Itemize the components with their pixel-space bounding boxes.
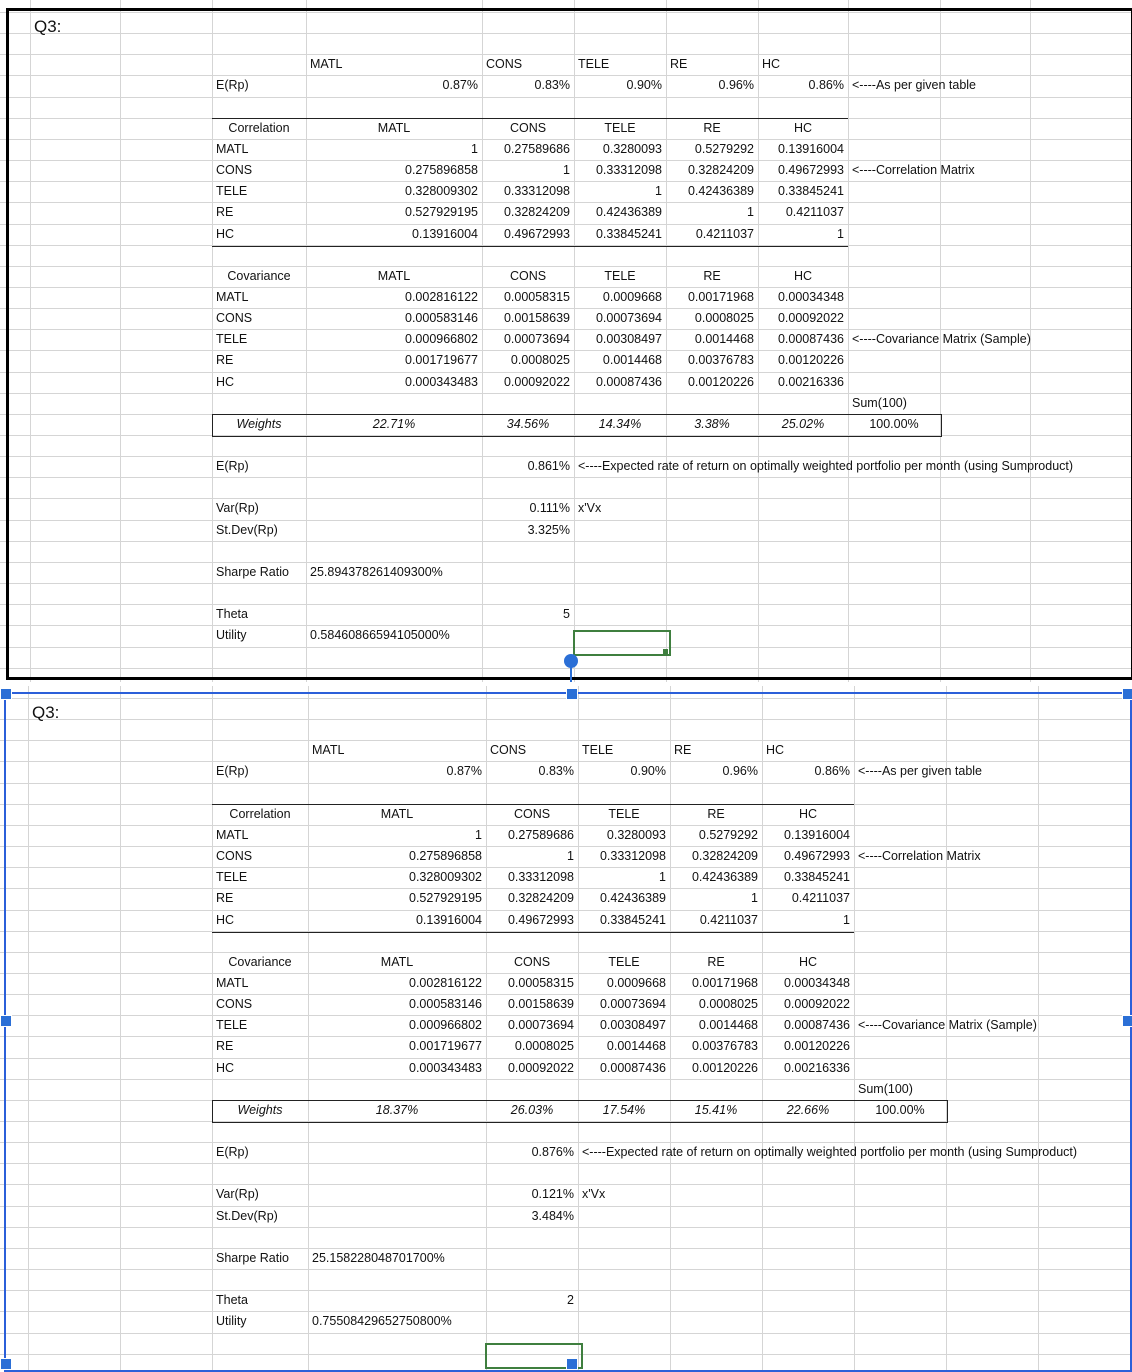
matrix-col-header[interactable]: CONS: [513, 807, 551, 821]
correlation-cell[interactable]: 0.33312098: [503, 184, 570, 198]
matrix-col-header[interactable]: HC: [793, 121, 813, 135]
note-cell[interactable]: <----Covariance Matrix (Sample): [852, 332, 1031, 346]
gridline-horizontal: [0, 1121, 1132, 1122]
covariance-cell[interactable]: 0.00092022: [777, 311, 844, 325]
covariance-cell[interactable]: 0.00376783: [687, 353, 754, 367]
weight-cell[interactable]: 17.54%: [602, 1103, 646, 1117]
portfolio-return-cell[interactable]: 0.861%: [527, 459, 570, 473]
matrix-row-label[interactable]: MATL: [216, 142, 249, 156]
correlation-cell[interactable]: 0.42436389: [691, 870, 758, 884]
covariance-cell[interactable]: 0.00216336: [783, 1061, 850, 1075]
spreadsheet-panel-bottom[interactable]: [0, 686, 1132, 1372]
matrix-col-header[interactable]: RE: [703, 269, 721, 283]
correlation-cell[interactable]: 1: [659, 870, 666, 884]
correlation-cell[interactable]: 0.328009302: [405, 184, 478, 198]
row-label[interactable]: St.Dev(Rp): [216, 523, 278, 537]
correlation-cell[interactable]: 1: [567, 849, 574, 863]
correlation-cell[interactable]: 0.4211037: [791, 891, 850, 905]
matrix-title[interactable]: Covariance: [228, 955, 292, 969]
correlation-cell[interactable]: 0.3280093: [606, 828, 666, 842]
resize-handle-right[interactable]: [1122, 1015, 1132, 1027]
correlation-cell[interactable]: 0.32824209: [507, 891, 574, 905]
asset-header-cell[interactable]: CONS: [490, 743, 527, 757]
correlation-cell[interactable]: 0.49672993: [503, 227, 570, 241]
covariance-cell[interactable]: 0.00158639: [507, 997, 574, 1011]
covariance-cell[interactable]: 0.0014468: [606, 1039, 666, 1053]
row-label[interactable]: Var(Rp): [216, 501, 259, 515]
resize-handle-top-right[interactable]: [1122, 688, 1132, 700]
gridline-vertical: [30, 0, 31, 682]
covariance-cell[interactable]: 0.000343483: [409, 1061, 482, 1075]
gridline-vertical: [758, 0, 759, 682]
weight-cell[interactable]: 15.41%: [694, 1103, 738, 1117]
correlation-cell[interactable]: 0.27589686: [503, 142, 570, 156]
asset-header-cell[interactable]: MATL: [312, 743, 345, 757]
gridline-horizontal: [0, 719, 1132, 720]
covariance-cell[interactable]: 0.00308497: [595, 332, 662, 346]
row-label[interactable]: Sharpe Ratio: [216, 565, 289, 579]
covariance-cell[interactable]: 0.00073694: [503, 332, 570, 346]
matrix-col-header[interactable]: HC: [798, 955, 818, 969]
matrix-col-header[interactable]: HC: [793, 269, 813, 283]
correlation-cell[interactable]: 0.33312098: [595, 163, 662, 177]
gridline-horizontal: [0, 477, 1132, 478]
matrix-col-header[interactable]: HC: [798, 807, 818, 821]
correlation-cell[interactable]: 0.32824209: [503, 205, 570, 219]
matrix-col-header[interactable]: CONS: [509, 121, 547, 135]
gridline-horizontal: [0, 931, 1132, 932]
matrix-row-label[interactable]: HC: [216, 227, 235, 241]
resize-handle-left[interactable]: [0, 1015, 12, 1027]
stdev-cell[interactable]: 3.484%: [531, 1209, 574, 1223]
row-label[interactable]: Utility: [216, 1314, 247, 1328]
correlation-cell[interactable]: 0.13916004: [783, 828, 850, 842]
weights-sum-cell[interactable]: 100.00%: [869, 417, 919, 431]
covariance-cell[interactable]: 0.00158639: [503, 311, 570, 325]
asset-header-cell[interactable]: RE: [670, 57, 688, 71]
note-cell[interactable]: <----Correlation Matrix: [852, 163, 975, 177]
utility-cell[interactable]: 0.75508429652750800%: [312, 1314, 452, 1328]
spreadsheet-panel-top[interactable]: [0, 0, 1132, 682]
covariance-cell[interactable]: 0.000966802: [405, 332, 478, 346]
covariance-cell[interactable]: 0.001719677: [405, 353, 478, 367]
resize-handle-top[interactable]: [566, 688, 578, 700]
correlation-cell[interactable]: 0.13916004: [415, 913, 482, 927]
covariance-cell[interactable]: 0.0009668: [606, 976, 666, 990]
matrix-col-header[interactable]: TELE: [604, 121, 636, 135]
gridline-horizontal: [0, 668, 1132, 669]
covariance-cell[interactable]: 0.0008025: [698, 997, 758, 1011]
stdev-cell[interactable]: 3.325%: [527, 523, 570, 537]
gridline-vertical: [848, 0, 849, 682]
correlation-cell[interactable]: 0.33845241: [599, 913, 666, 927]
weight-cell[interactable]: 14.34%: [598, 417, 642, 431]
asset-header-cell[interactable]: TELE: [578, 57, 610, 71]
correlation-cell[interactable]: 0.42436389: [595, 205, 662, 219]
correlation-cell[interactable]: 0.42436389: [687, 184, 754, 198]
note-cell[interactable]: <----Correlation Matrix: [858, 849, 981, 863]
note-cell[interactable]: <----As per given table: [852, 78, 977, 92]
matrix-row-label[interactable]: HC: [216, 913, 235, 927]
correlation-cell[interactable]: 1: [837, 227, 844, 241]
covariance-cell[interactable]: 0.00058315: [503, 290, 570, 304]
question-label[interactable]: Q3:: [34, 17, 62, 36]
sharpe-cell[interactable]: 25.894378261409300%: [310, 565, 443, 579]
covariance-cell[interactable]: 0.00087436: [783, 1018, 850, 1032]
gridline-vertical: [574, 0, 575, 682]
variance-cell[interactable]: 0.121%: [531, 1187, 574, 1201]
correlation-cell[interactable]: 0.275896858: [405, 163, 478, 177]
sum-label[interactable]: Sum(100): [852, 396, 907, 410]
gridline-horizontal: [0, 1163, 1132, 1164]
correlation-cell[interactable]: 0.49672993: [507, 913, 574, 927]
covariance-cell[interactable]: 0.00034348: [783, 976, 850, 990]
row-label[interactable]: Weights: [237, 1103, 283, 1117]
covariance-cell[interactable]: 0.00216336: [777, 375, 844, 389]
correlation-cell[interactable]: 0.33845241: [783, 870, 850, 884]
covariance-cell[interactable]: 0.00087436: [599, 1061, 666, 1075]
matrix-title[interactable]: Correlation: [228, 121, 290, 135]
correlation-cell[interactable]: 0.33845241: [595, 227, 662, 241]
matrix-row-label[interactable]: HC: [216, 1061, 235, 1075]
correlation-cell[interactable]: 1: [655, 184, 662, 198]
variance-cell[interactable]: 0.111%: [529, 501, 570, 515]
covariance-cell[interactable]: 0.00058315: [507, 976, 574, 990]
expected-return-cell[interactable]: 0.96%: [718, 78, 754, 92]
correlation-cell[interactable]: 0.5279292: [698, 828, 758, 842]
covariance-cell[interactable]: 0.000966802: [409, 1018, 482, 1032]
correlation-cell[interactable]: 0.5279292: [694, 142, 754, 156]
matrix-title[interactable]: Correlation: [229, 807, 291, 821]
correlation-cell[interactable]: 0.527929195: [409, 891, 482, 905]
covariance-cell[interactable]: 0.00171968: [691, 976, 758, 990]
asset-header-cell[interactable]: RE: [674, 743, 692, 757]
gridline-horizontal: [0, 647, 1132, 648]
correlation-cell[interactable]: 0.328009302: [409, 870, 482, 884]
row-label[interactable]: E(Rp): [216, 78, 249, 92]
asset-header-cell[interactable]: MATL: [310, 57, 343, 71]
row-label[interactable]: Utility: [216, 628, 247, 642]
gridline-horizontal: [0, 245, 1132, 246]
matrix-row-label[interactable]: CONS: [216, 311, 253, 325]
correlation-cell[interactable]: 0.4211037: [699, 913, 758, 927]
covariance-cell[interactable]: 0.0008025: [694, 311, 754, 325]
row-label[interactable]: E(Rp): [216, 1145, 249, 1159]
correlation-cell[interactable]: 1: [747, 205, 754, 219]
asset-header-cell[interactable]: TELE: [582, 743, 614, 757]
covariance-cell[interactable]: 0.00092022: [783, 997, 850, 1011]
covariance-cell[interactable]: 0.000583146: [405, 311, 478, 325]
covariance-cell[interactable]: 0.00120226: [777, 353, 844, 367]
asset-header-cell[interactable]: CONS: [486, 57, 523, 71]
covariance-cell[interactable]: 0.00120226: [691, 1061, 758, 1075]
covariance-cell[interactable]: 0.0008025: [514, 1039, 574, 1053]
expected-return-cell[interactable]: 0.90%: [626, 78, 662, 92]
matrix-row-label[interactable]: HC: [216, 375, 235, 389]
covariance-cell[interactable]: 0.00171968: [687, 290, 754, 304]
matrix-row-label[interactable]: MATL: [216, 290, 249, 304]
gridline-horizontal: [0, 33, 1132, 34]
covariance-cell[interactable]: 0.0014468: [698, 1018, 758, 1032]
matrix-row-label[interactable]: RE: [216, 353, 234, 367]
matrix-col-header[interactable]: MATL: [380, 955, 414, 969]
gridline-vertical: [120, 0, 121, 682]
note-cell[interactable]: x'Vx: [582, 1187, 606, 1201]
matrix-col-header[interactable]: TELE: [604, 269, 636, 283]
covariance-cell[interactable]: 0.0009668: [602, 290, 662, 304]
covariance-cell[interactable]: 0.00087436: [595, 375, 662, 389]
note-cell[interactable]: <----Expected rate of return on optimally weighted portfolio per month (using Sumproduct): [582, 1145, 1078, 1159]
asset-header-cell[interactable]: HC: [766, 743, 785, 757]
row-label[interactable]: Sharpe Ratio: [216, 1251, 289, 1265]
sharpe-cell[interactable]: 25.158228048701700%: [312, 1251, 445, 1265]
row-label[interactable]: Theta: [216, 607, 248, 621]
row-label[interactable]: Weights: [236, 417, 282, 431]
gridline-horizontal: [0, 435, 1132, 436]
covariance-cell[interactable]: 0.002816122: [405, 290, 478, 304]
sum-label[interactable]: Sum(100): [858, 1082, 913, 1096]
correlation-cell[interactable]: 1: [471, 142, 478, 156]
matrix-title[interactable]: Covariance: [227, 269, 291, 283]
note-cell[interactable]: x'Vx: [578, 501, 602, 515]
weights-sum-cell[interactable]: 100.00%: [875, 1103, 925, 1117]
gridline-horizontal: [0, 97, 1132, 98]
gridline-vertical: [212, 0, 213, 682]
fill-handle[interactable]: [663, 649, 668, 654]
matrix-col-header[interactable]: CONS: [513, 955, 551, 969]
gridline-horizontal: [0, 583, 1132, 584]
matrix-col-header[interactable]: CONS: [509, 269, 547, 283]
matrix-col-header[interactable]: MATL: [377, 121, 411, 135]
utility-cell[interactable]: 0.58460866594105000%: [310, 628, 450, 642]
correlation-cell[interactable]: 0.275896858: [409, 849, 482, 863]
row-label[interactable]: Var(Rp): [216, 1187, 259, 1201]
covariance-cell[interactable]: 0.00120226: [783, 1039, 850, 1053]
expected-return-cell[interactable]: 0.83%: [538, 764, 574, 778]
correlation-cell[interactable]: 0.4211037: [785, 205, 844, 219]
gridline-horizontal: [0, 541, 1132, 542]
matrix-row-label[interactable]: RE: [216, 205, 234, 219]
row-label[interactable]: St.Dev(Rp): [216, 1209, 278, 1223]
correlation-cell[interactable]: 1: [751, 891, 758, 905]
correlation-cell[interactable]: 0.32824209: [687, 163, 754, 177]
active-cell-selection[interactable]: [573, 630, 671, 656]
matrix-row-label[interactable]: MATL: [216, 976, 249, 990]
expected-return-cell[interactable]: 0.87%: [446, 764, 482, 778]
gridline-horizontal: [0, 12, 1132, 13]
matrix-col-header[interactable]: TELE: [608, 955, 640, 969]
covariance-cell[interactable]: 0.00376783: [691, 1039, 758, 1053]
gridline-horizontal: [0, 1227, 1132, 1228]
covariance-cell[interactable]: 0.00073694: [507, 1018, 574, 1032]
weight-cell[interactable]: 22.71%: [372, 417, 416, 431]
matrix-row-label[interactable]: RE: [216, 891, 234, 905]
weight-cell[interactable]: 25.02%: [781, 417, 825, 431]
connector-line[interactable]: [570, 666, 572, 682]
resize-handle-bottom[interactable]: [566, 1358, 578, 1370]
correlation-cell[interactable]: 0.33312098: [507, 870, 574, 884]
theta-cell[interactable]: 5: [563, 607, 570, 621]
matrix-row-label[interactable]: TELE: [216, 184, 248, 198]
covariance-cell[interactable]: 0.00087436: [777, 332, 844, 346]
note-cell[interactable]: <----Covariance Matrix (Sample): [858, 1018, 1037, 1032]
weight-cell[interactable]: 34.56%: [506, 417, 550, 431]
covariance-cell[interactable]: 0.0014468: [602, 353, 662, 367]
correlation-cell[interactable]: 1: [843, 913, 850, 927]
covariance-cell[interactable]: 0.001719677: [409, 1039, 482, 1053]
row-label[interactable]: E(Rp): [216, 764, 249, 778]
theta-cell[interactable]: 2: [567, 1293, 574, 1307]
matrix-row-label[interactable]: CONS: [216, 163, 253, 177]
correlation-cell[interactable]: 0.33845241: [777, 184, 844, 198]
covariance-cell[interactable]: 0.00073694: [595, 311, 662, 325]
gridline-horizontal: [0, 783, 1132, 784]
covariance-cell[interactable]: 0.00120226: [687, 375, 754, 389]
expected-return-cell[interactable]: 0.83%: [534, 78, 570, 92]
covariance-cell[interactable]: 0.0014468: [694, 332, 754, 346]
correlation-cell[interactable]: 0.13916004: [411, 227, 478, 241]
correlation-cell[interactable]: 0.13916004: [777, 142, 844, 156]
correlation-cell[interactable]: 0.49672993: [777, 163, 844, 177]
covariance-cell[interactable]: 0.00034348: [777, 290, 844, 304]
matrix-row-label[interactable]: CONS: [216, 997, 253, 1011]
gridline-horizontal: [0, 1079, 1132, 1080]
expected-return-cell[interactable]: 0.86%: [814, 764, 850, 778]
asset-header-cell[interactable]: HC: [762, 57, 781, 71]
covariance-cell[interactable]: 0.00073694: [599, 997, 666, 1011]
resize-handle-bottom-left[interactable]: [0, 1358, 12, 1370]
weight-cell[interactable]: 22.66%: [786, 1103, 830, 1117]
covariance-cell[interactable]: 0.002816122: [409, 976, 482, 990]
matrix-col-header[interactable]: RE: [703, 121, 721, 135]
correlation-cell[interactable]: 0.527929195: [405, 205, 478, 219]
gridline-vertical: [306, 0, 307, 682]
correlation-cell[interactable]: 0.42436389: [599, 891, 666, 905]
covariance-cell[interactable]: 0.000583146: [409, 997, 482, 1011]
covariance-cell[interactable]: 0.00092022: [507, 1061, 574, 1075]
matrix-col-header[interactable]: TELE: [608, 807, 640, 821]
matrix-row-label[interactable]: TELE: [216, 870, 248, 884]
correlation-cell[interactable]: 0.49672993: [783, 849, 850, 863]
matrix-row-label[interactable]: TELE: [216, 332, 248, 346]
covariance-cell[interactable]: 0.000343483: [405, 375, 478, 389]
correlation-cell[interactable]: 0.32824209: [691, 849, 758, 863]
covariance-cell[interactable]: 0.0008025: [510, 353, 570, 367]
correlation-cell[interactable]: 0.4211037: [695, 227, 754, 241]
resize-handle-top-left[interactable]: [0, 688, 12, 700]
question-label[interactable]: Q3:: [32, 703, 60, 722]
matrix-row-label[interactable]: CONS: [216, 849, 253, 863]
matrix-col-header[interactable]: RE: [707, 955, 725, 969]
matrix-row-label[interactable]: RE: [216, 1039, 234, 1053]
gridline-vertical: [666, 0, 667, 682]
note-cell[interactable]: <----Expected rate of return on optimally weighted portfolio per month (using Sumproduct): [578, 459, 1074, 473]
expected-return-cell[interactable]: 0.87%: [442, 78, 478, 92]
weight-cell[interactable]: 3.38%: [694, 417, 730, 431]
weight-cell[interactable]: 18.37%: [375, 1103, 419, 1117]
weight-cell[interactable]: 26.03%: [510, 1103, 554, 1117]
gridline-horizontal: [0, 1269, 1132, 1270]
matrix-row-label[interactable]: TELE: [216, 1018, 248, 1032]
row-label[interactable]: E(Rp): [216, 459, 249, 473]
correlation-cell[interactable]: 0.3280093: [602, 142, 662, 156]
expected-return-cell[interactable]: 0.96%: [722, 764, 758, 778]
row-label[interactable]: Theta: [216, 1293, 248, 1307]
correlation-cell[interactable]: 0.33312098: [599, 849, 666, 863]
portfolio-return-cell[interactable]: 0.876%: [531, 1145, 574, 1159]
expected-return-cell[interactable]: 0.86%: [808, 78, 844, 92]
correlation-cell[interactable]: 0.27589686: [507, 828, 574, 842]
matrix-row-label[interactable]: MATL: [216, 828, 249, 842]
covariance-cell[interactable]: 0.00308497: [599, 1018, 666, 1032]
note-cell[interactable]: <----As per given table: [858, 764, 983, 778]
correlation-cell[interactable]: 1: [563, 163, 570, 177]
covariance-cell[interactable]: 0.00092022: [503, 375, 570, 389]
matrix-col-header[interactable]: MATL: [380, 807, 414, 821]
gridline-horizontal: [0, 1333, 1132, 1334]
correlation-cell[interactable]: 1: [475, 828, 482, 842]
matrix-col-header[interactable]: RE: [707, 807, 725, 821]
matrix-col-header[interactable]: MATL: [377, 269, 411, 283]
expected-return-cell[interactable]: 0.90%: [630, 764, 666, 778]
gridline-horizontal: [0, 393, 1132, 394]
